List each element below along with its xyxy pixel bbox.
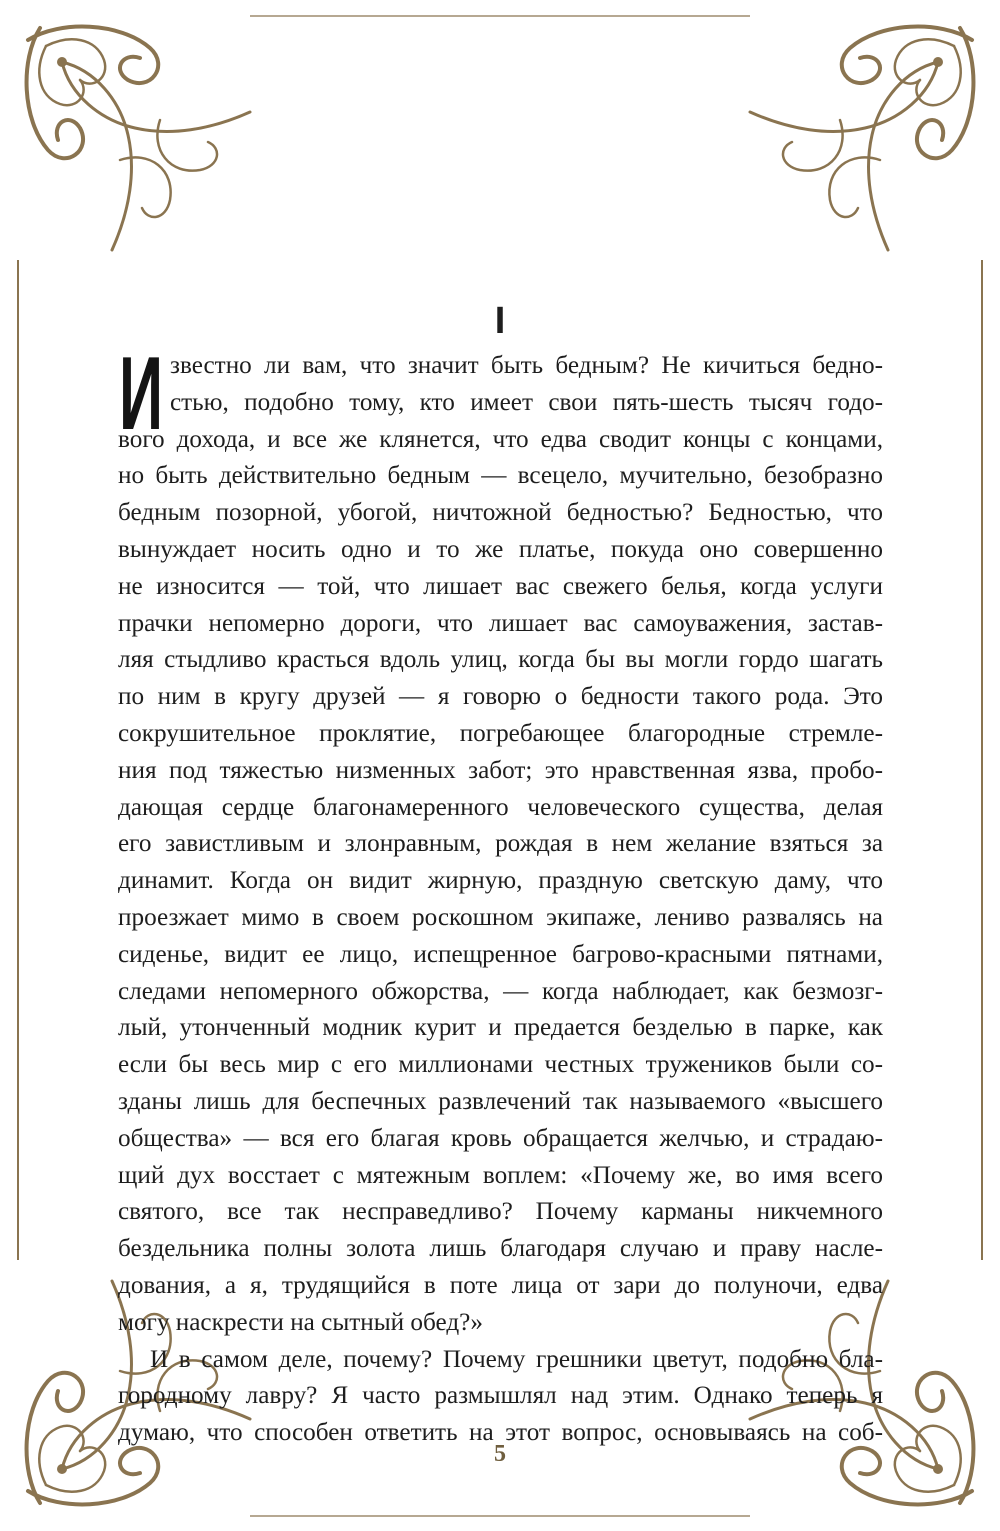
text-line: И в самом деле, почему? Почему грешники цветут, подобно бла-	[150, 1345, 883, 1373]
text-line: бедным позорной, убогой, ничтожной бедностью? Бедностью, что	[118, 499, 883, 527]
text-line: сиденье, видит ее лицо, испещренное багрово-красными пятнами,	[118, 940, 883, 968]
text-line: звестно ли вам, что значит быть бедным? Не кичиться бедно-	[170, 352, 883, 379]
text-line: его завистливым и злонравным, рождая в нем желание взяться за	[118, 830, 883, 858]
text-line: проезжает мимо в своем роскошном экипаже, лениво развалясь на	[118, 903, 883, 931]
text-line: если бы весь мир с его миллионами честных тружеников были со-	[118, 1051, 883, 1079]
text-line: динамит. Когда он видит жирную, праздную светскую даму, что	[118, 867, 883, 895]
text-line: но быть действительно бедным — всецело, мучительно, безобразно	[118, 462, 883, 490]
corner-flourish-top-right-icon	[750, 27, 973, 250]
text-line: дования, а я, трудящийся в поте лица от зари до полуночи, едва	[118, 1271, 883, 1299]
text-line: стью, подобно тому, кто имеет свои пять-шесть тысяч годо-	[170, 388, 883, 416]
page-number: 5	[494, 1441, 506, 1467]
text-line: не износится — той, что лишает вас свежего белья, когда услуги	[118, 572, 883, 600]
text-line: думаю, что способен ответить на этот вопрос, основываясь на соб-	[118, 1419, 883, 1447]
text-line: следами непомерного обжорства, — когда наблюдает, как безмозг-	[118, 977, 883, 1005]
text-line: вого дохода, и все же клянется, что едва сводит концы с концами,	[118, 425, 883, 453]
text-line: дающая сердце благонамеренного человеческого существа, делая	[118, 793, 883, 821]
text-line: прачки непомерно дороги, что лишает вас самоуважения, застав-	[118, 609, 883, 637]
text-line: зданы лишь для беспечных развлечений так называемого «высшего	[118, 1087, 883, 1115]
corner-flourish-top-left-icon	[27, 27, 250, 250]
text-line: щий дух восстает с мятежным воплем: «Почему же, во имя всего	[118, 1161, 883, 1189]
text-line: бездельника полны золота лишь благодаря случаю и праву насле-	[118, 1235, 883, 1263]
text-line: ния под тяжестью низменных забот; это нравственная язва, пробо-	[118, 756, 883, 784]
text-line: по ним в кругу друзей — я говорю о бедности такого рода. Это	[118, 683, 883, 711]
chapter-title: I	[494, 300, 506, 342]
text-line: ляя стыдливо красться вдоль улиц, когда бы вы могли гордо шагать	[118, 646, 883, 674]
text-line: городному лавру? Я часто размышлял над этим. Однако теперь я	[118, 1382, 883, 1410]
text-line: сокрушительное проклятие, погребающее благородные стремле-	[118, 719, 883, 747]
text-line: лый, утонченный модник курит и предается безделью в парке, как	[118, 1014, 883, 1042]
body-text	[118, 348, 883, 1452]
text-line: общества» — вся его благая кровь обращается желчью, и страдаю-	[118, 1124, 883, 1152]
text-line: могу наскрести на сытный обед?»	[118, 1308, 483, 1336]
drop-cap-letter: И	[119, 336, 163, 452]
text-line: святого, все так несправедливо? Почему карманы никчемного	[118, 1198, 883, 1226]
text-line: вынуждает носить одно и то же платье, покуда оно совершенно	[118, 535, 883, 563]
